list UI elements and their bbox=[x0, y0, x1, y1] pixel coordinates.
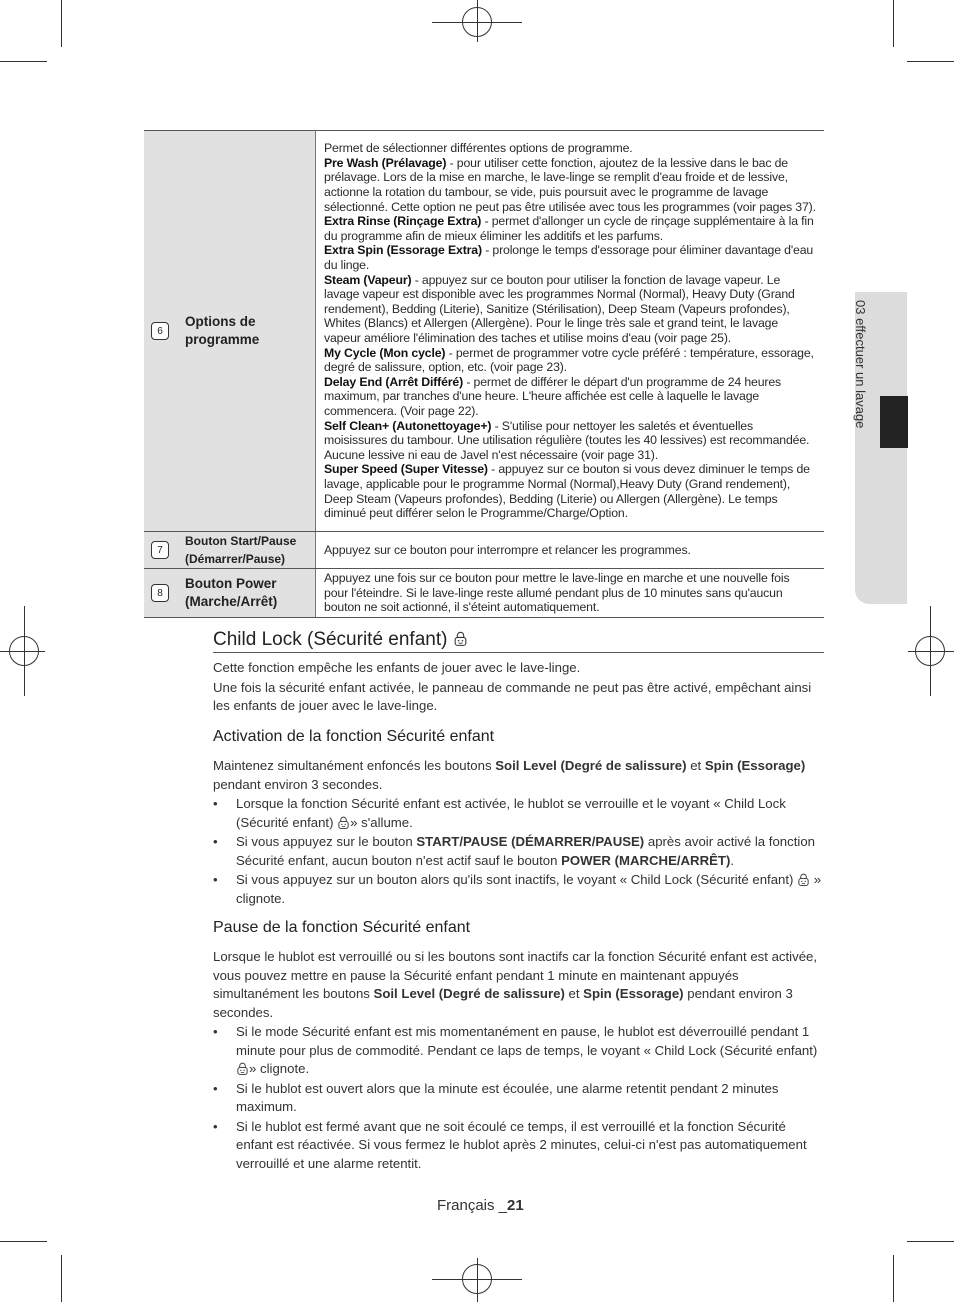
description-paragraph bbox=[324, 156, 816, 214]
child-lock-icon bbox=[236, 1062, 249, 1075]
crop-mark bbox=[907, 1241, 954, 1242]
text: - permet de différer le départ d'un programme de 24 heures maximum, par tranches d'une heure. L'heure affichée est celle à laquelle le lavage commencera. (Voir page 22). bbox=[324, 374, 782, 418]
option-label: Bouton Power (Marche/Arrêt) bbox=[185, 576, 278, 609]
bullet-icon: • bbox=[213, 1024, 218, 1039]
bold-text: Soil Level (Degré de salissure) bbox=[373, 986, 565, 1001]
crop-mark bbox=[907, 61, 954, 62]
option-description bbox=[316, 131, 825, 532]
bullet-icon: • bbox=[213, 796, 218, 811]
side-tab-label: 03 effectuer un lavage bbox=[853, 300, 868, 429]
text: Si vous appuyez sur un bouton alors qu'ils sont inactifs, le voyant « Child Lock (Sécurité enfant) bbox=[236, 872, 798, 887]
child-lock-section bbox=[213, 629, 825, 651]
child-lock-icon bbox=[797, 873, 810, 886]
options-row bbox=[144, 569, 824, 618]
pause-block bbox=[213, 948, 825, 1173]
bold-text: Extra Spin (Essorage Extra) bbox=[324, 243, 482, 258]
text: Si le mode Sécurité enfant est mis momentanément en pause, le hublot est déverrouillé pendant 1 minute pour plus de commodité. Pendant ce laps de temps, le voyant « Child Lock (Sécurité enfant) bbox=[236, 1024, 818, 1058]
intro-line-2: Une fois la sécurité enfant activée, le panneau de commande ne peut pas être activé, empêchant ainsi les enfants de jouer avec le lave-linge. bbox=[213, 679, 812, 713]
description-paragraph bbox=[324, 419, 816, 463]
child-lock-icon bbox=[337, 816, 350, 829]
crop-mark bbox=[908, 651, 954, 652]
bold-text: Delay End (Arrêt Différé) bbox=[324, 374, 464, 389]
pause-paragraph bbox=[213, 948, 825, 1022]
text: - permet d'allonger un cycle de rinçage supplémentaire à la fin du programme afin de mieux éliminer les additifs et les parfums. bbox=[324, 214, 814, 243]
bold-text: POWER (MARCHE/ARRÊT) bbox=[561, 852, 731, 868]
crop-mark bbox=[432, 1279, 522, 1280]
text: Permet de sélectionner différentes options de programme. bbox=[324, 141, 633, 156]
text: - permet de programmer votre cycle préféré : température, essorage, degré de salissure, option, etc. (voir page 23). bbox=[324, 345, 814, 375]
bullet-icon: • bbox=[213, 834, 218, 849]
text: - appuyez sur ce bouton pour utiliser la fonction de lavage vapeur. Le lavage vapeur est disponible avec les programmes Normal (Normal), Heavy Duty (Grand rendement), Bedding (Literie), Sanitize (Stérilisation), Deep Steam (Vapeurs profondes), Whites (Blancs) et Allergen (Allergène). Pour le linge très sale et grand teint, le lavage vapeur améliore l'élimination des taches et utilise moins d'eau (voir page 25). bbox=[324, 272, 795, 345]
list-item bbox=[213, 1118, 825, 1174]
child-lock-icon bbox=[453, 630, 468, 645]
activation-paragraph bbox=[213, 757, 825, 794]
text: et bbox=[564, 986, 584, 1001]
text: Si le hublot est ouvert alors que la minute est écoulée, une alarme retentit pendant 2 minutes maximum. bbox=[236, 1080, 779, 1114]
option-label: Bouton Start/Pause (Démarrer/Pause) bbox=[185, 534, 297, 566]
text: . bbox=[730, 852, 735, 868]
description-paragraph bbox=[324, 214, 816, 243]
crop-mark bbox=[61, 1255, 62, 1302]
bullet-icon: • bbox=[213, 1118, 218, 1134]
intro-line-1: Cette fonction empêche les enfants de jouer avec le lave-linge. bbox=[213, 660, 581, 675]
description-paragraph bbox=[324, 462, 816, 520]
option-description bbox=[316, 532, 825, 569]
text: » s'allume. bbox=[350, 814, 413, 830]
text: Appuyez une fois sur ce bouton pour mettre le lave-linge en marche et une nouvelle fois pour l'éteindre. Si le lave-linge reste allumé pendant plus de 10 minutes sans qu'aucun bouton ne soit actionné, il s'éteint automatiquement. bbox=[324, 571, 790, 615]
item-number-badge: 7 bbox=[151, 541, 169, 559]
text: - pour utiliser cette fonction, ajoutez de la lessive dans le bac de prélavage. Lors de la mise en marche, le lave-linge se remplit d'eau froide et de lessive, actionne la rotation du tambour, se vide, puis poursuit avec le programme de lavage sélectionné. Cette option ne peut pas être utilisée avec tous les programmes (voir pages 37). bbox=[324, 155, 816, 214]
list-item bbox=[213, 833, 825, 870]
crop-mark bbox=[893, 1255, 894, 1302]
crop-mark bbox=[0, 1241, 47, 1242]
description-paragraph bbox=[324, 273, 816, 346]
text: Appuyez sur ce bouton pour interrompre et relancer les programmes. bbox=[324, 542, 691, 557]
side-tab-marker bbox=[880, 396, 908, 448]
option-label-cell bbox=[144, 569, 316, 618]
item-number-badge: 6 bbox=[151, 322, 169, 340]
crop-mark bbox=[477, 0, 478, 42]
bold-text: Pre Wash (Prélavage) bbox=[324, 155, 447, 170]
list-item bbox=[213, 1023, 825, 1079]
text: Lorsque la fonction Sécurité enfant est activée, le hublot se verrouille et le voyant « Child Lock (Sécurité enfant) bbox=[236, 796, 786, 830]
text: - appuyez sur ce bouton si vous devez diminuer le temps de lavage, applicable pour le programme Normal (Normal),Heavy Duty (Grand rendement), Deep Steam (Vapeurs profondes), Bedding (Literie) ou Allergen (Allergène). Le temps diminué peut différer selon le Programme/Charge/Option. bbox=[324, 462, 810, 521]
description-paragraph bbox=[324, 543, 816, 558]
bullet-icon: • bbox=[213, 1080, 218, 1096]
crop-mark bbox=[61, 0, 62, 47]
bullet-icon: • bbox=[213, 872, 218, 887]
section-rule bbox=[213, 652, 824, 653]
text: - S'utilise pour nettoyer les saletés et éventuelles moisissures du tambour. Une utilisation régulière (toutes les 40 lessives) est recommandée. Aucune lessive ni eau de Javel n'est nécessaire (voir page 31). bbox=[324, 418, 810, 462]
pause-bullet-list bbox=[213, 1023, 825, 1173]
bold-text: Steam (Vapeur) bbox=[324, 272, 412, 287]
crop-mark bbox=[432, 22, 522, 23]
description-paragraph bbox=[324, 571, 816, 615]
text: et bbox=[686, 758, 705, 773]
text: pendant environ 3 secondes. bbox=[213, 986, 793, 1020]
text: Maintenez simultanément enfoncés les boutons bbox=[213, 758, 496, 773]
page-number: Français _21 bbox=[437, 1197, 524, 1214]
option-label-cell bbox=[144, 532, 316, 569]
bold-text: Spin (Essorage) bbox=[583, 986, 684, 1001]
activation-heading: Activation de la fonction Sécurité enfant bbox=[213, 728, 495, 745]
bold-text: My Cycle (Mon cycle) bbox=[324, 345, 446, 360]
text: pendant environ 3 secondes. bbox=[213, 776, 383, 792]
option-label: Options de programme bbox=[185, 314, 260, 347]
options-row bbox=[144, 131, 824, 532]
options-table bbox=[144, 130, 824, 618]
description-paragraph bbox=[324, 346, 816, 375]
options-row bbox=[144, 532, 824, 569]
crop-mark bbox=[893, 0, 894, 47]
option-description bbox=[316, 569, 825, 618]
bold-text: Self Clean+ (Autonettoyage+) bbox=[324, 418, 492, 433]
activation-block bbox=[213, 757, 825, 908]
description-paragraph bbox=[324, 375, 816, 419]
bold-text: START/PAUSE (DÉMARRER/PAUSE) bbox=[416, 834, 645, 849]
crop-mark bbox=[0, 651, 45, 652]
bold-text: Super Speed (Super Vitesse) bbox=[324, 462, 488, 477]
activation-bullet-list bbox=[213, 795, 825, 908]
text: » clignote. bbox=[236, 872, 822, 906]
option-label-cell bbox=[144, 131, 316, 532]
text: Lorsque le hublot est verrouillé ou si les boutons sont inactifs car la fonction Sécurité enfant est activée, vous pouvez mettre en pause la Sécurité enfant pendant 1 minute en maintenant appuyés simultanément les boutons bbox=[213, 949, 818, 1001]
crop-mark bbox=[0, 61, 47, 62]
bold-text: Extra Rinse (Rinçage Extra) bbox=[324, 214, 482, 229]
description-paragraph bbox=[324, 243, 816, 272]
child-lock-title: Child Lock (Sécurité enfant) bbox=[213, 629, 825, 651]
list-item bbox=[213, 795, 825, 832]
text: - prolonge le temps d'essorage pour éliminer davantage d'eau du linge. bbox=[324, 243, 814, 273]
bold-text: Soil Level (Degré de salissure) bbox=[495, 758, 687, 773]
crop-mark bbox=[477, 1258, 478, 1302]
item-number-badge: 8 bbox=[151, 584, 169, 602]
list-item bbox=[213, 871, 825, 908]
description-paragraph bbox=[324, 141, 816, 156]
pause-heading: Pause de la fonction Sécurité enfant bbox=[213, 919, 471, 936]
text: Si le hublot est fermé avant que ne soit écoulé ce temps, il est verrouillé et la fonction Sécurité enfant est réactivée. Si vous fermez le hublot après 2 minutes, celui-ci n'est pas automatiquement verrouillé et une alarme retentit. bbox=[236, 1118, 807, 1171]
list-item bbox=[213, 1080, 825, 1117]
bold-text: Spin (Essorage) bbox=[704, 758, 806, 773]
text: Si vous appuyez sur le bouton bbox=[236, 834, 417, 849]
text: après avoir activé la fonction Sécurité enfant, aucun bouton n'est actif sauf le bouton bbox=[236, 834, 815, 868]
text: » clignote. bbox=[249, 1061, 310, 1076]
